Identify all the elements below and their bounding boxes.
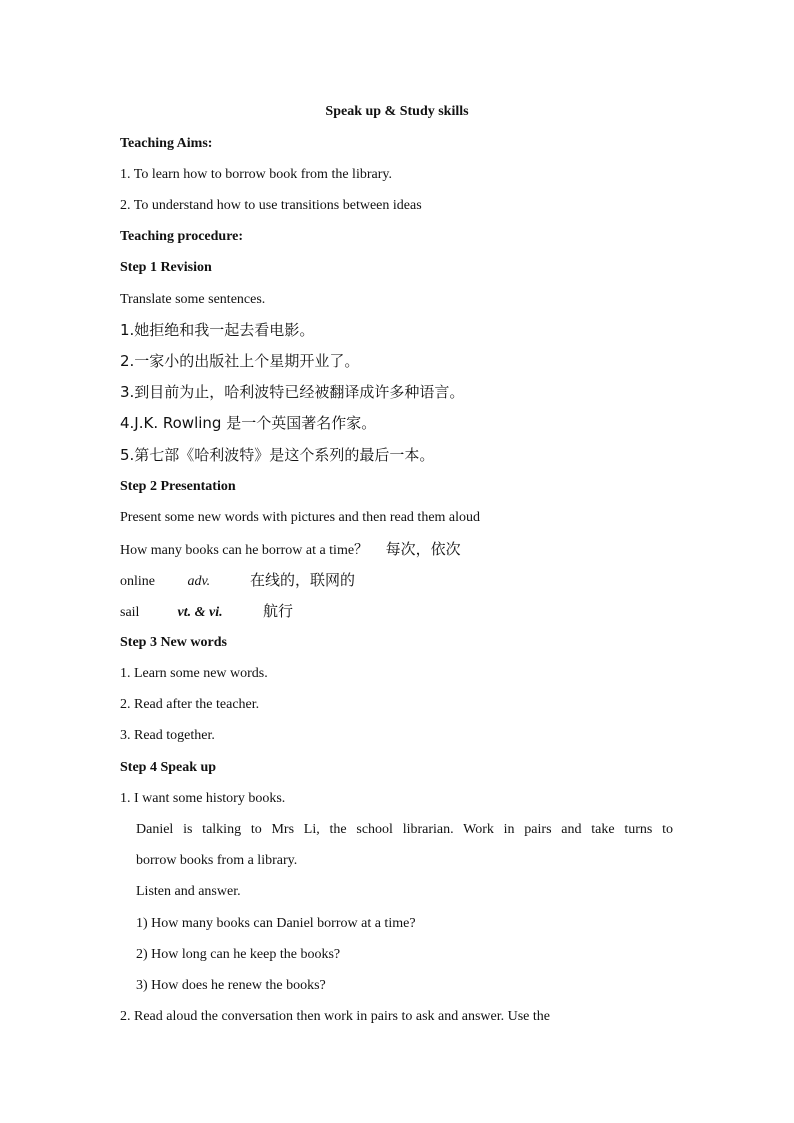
step4-heading: Step 4 Speak up	[120, 760, 217, 775]
step4-paragraph: Daniel is talking to Mrs Li, the school librarian. Work in pairs and take turns to	[136, 822, 673, 837]
step4-item: 2. Read aloud the conversation then work in pairs to ask and answer. Use the	[120, 1009, 551, 1024]
aim-item: 2. To understand how to use transitions between ideas	[120, 198, 422, 213]
translation-item: 3.到目前为止，哈利波特已经被翻译成许多种语言。	[120, 383, 465, 401]
vocab-meaning: 每次，依次	[385, 540, 461, 558]
question-item: 3) How does he renew the books?	[136, 978, 326, 993]
translation-item: 5.第七部《哈利波特》是这个系列的最后一本。	[120, 446, 435, 464]
step2-intro: Present some new words with pictures and then read them aloud	[120, 510, 481, 525]
step3-heading: Step 3 New words	[120, 635, 227, 650]
vocab-word: sail	[120, 605, 140, 620]
vocab-meaning: 航行	[263, 602, 294, 620]
step4-item: 1. I want some history books.	[120, 791, 286, 806]
step3-item: 2. Read after the teacher.	[120, 697, 260, 712]
aim-item: 1. To learn how to borrow book from the library.	[120, 167, 392, 182]
aims-heading: Teaching Aims:	[120, 136, 213, 151]
vocab-meaning: 在线的，联网的	[250, 571, 356, 589]
question-item: 1) How many books can Daniel borrow at a time?	[136, 916, 416, 931]
step1-intro: Translate some sentences.	[120, 292, 266, 307]
step3-item: 1. Learn some new words.	[120, 666, 268, 681]
vocab-pos: adv.	[187, 574, 211, 589]
step2-heading: Step 2 Presentation	[120, 479, 236, 494]
step4-paragraph: borrow books from a library.	[136, 853, 298, 868]
vocab-line	[120, 602, 293, 622]
step3-item: 3. Read together.	[120, 728, 215, 743]
vocab-sentence: How many books can he borrow at a time？	[120, 543, 369, 558]
question-item: 2) How long can he keep the books?	[136, 947, 341, 962]
vocab-pos: vt. & vi.	[177, 605, 223, 620]
translation-item: 4.J.K. Rowling 是一个英国著名作家。	[120, 414, 377, 432]
vocab-word: online	[120, 574, 155, 589]
listen-instruction: Listen and answer.	[136, 884, 241, 899]
translation-item: 1.她拒绝和我一起去看电影。	[120, 321, 315, 339]
procedure-heading: Teaching procedure:	[120, 229, 244, 244]
vocab-line	[120, 571, 355, 591]
vocab-line	[120, 540, 461, 560]
translation-item: 2.一家小的出版社上个星期开业了。	[120, 352, 360, 370]
page-title: Speak up & Study skills	[325, 104, 469, 119]
step1-heading: Step 1 Revision	[120, 260, 212, 275]
